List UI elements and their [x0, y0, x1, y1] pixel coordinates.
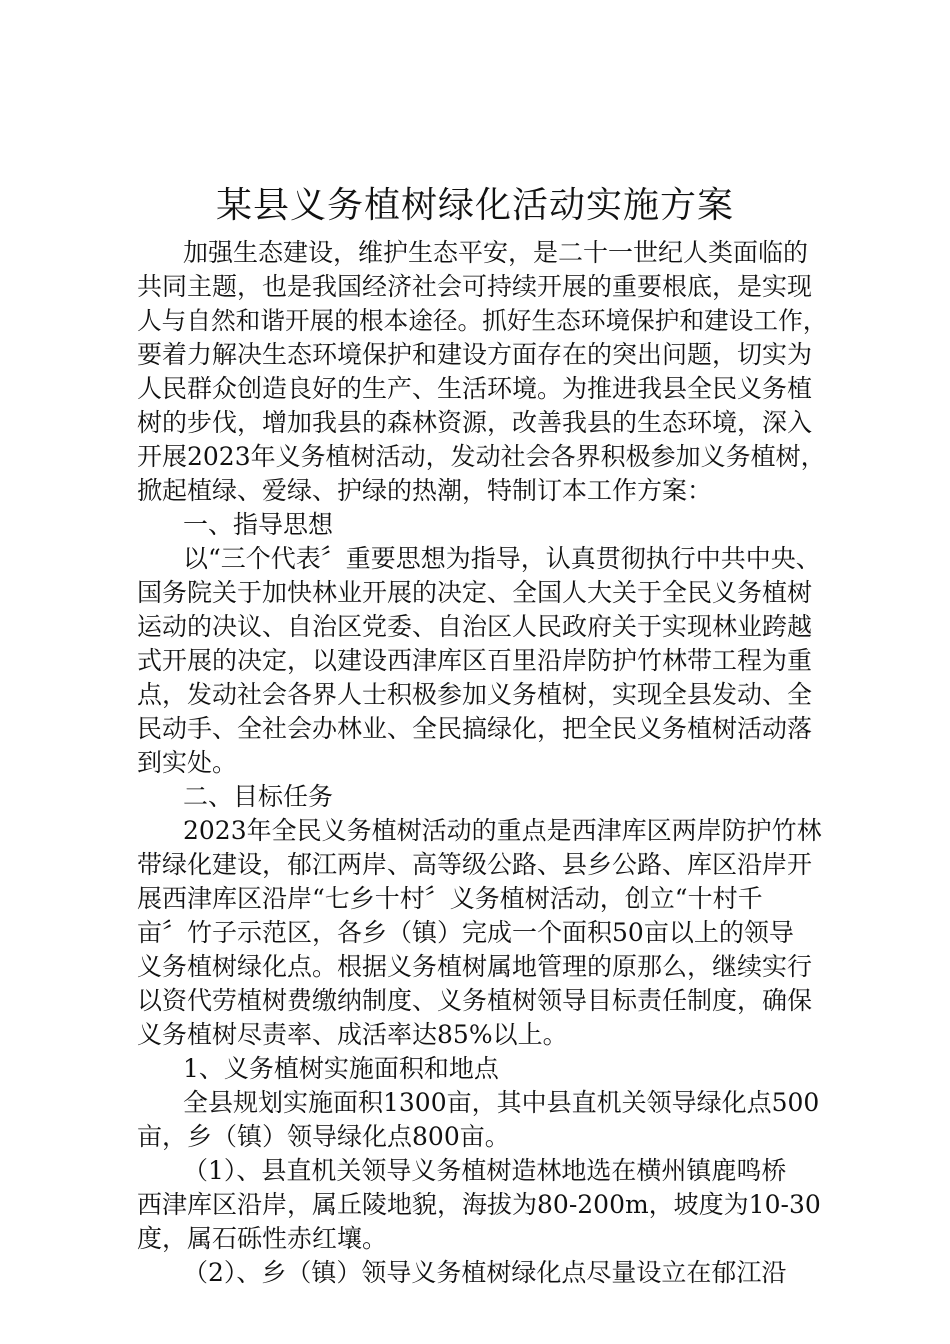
- text-line: 带绿化建设，郁江两岸、高等级公路、县乡公路、库区沿岸开: [137, 850, 813, 879]
- text-line: 运动的决议、自治区党委、自治区人民政府关于实现林业跨越: [137, 612, 813, 641]
- text-line: 式开展的决定，以建设西津库区百里沿岸防护竹林带工程为重: [137, 646, 813, 675]
- text-line: 民动手、全社会办林业、全民搞绿化，把全民义务植树活动落: [137, 714, 813, 743]
- section-heading: 一、指导思想: [183, 510, 334, 539]
- text-line: （2）、乡（镇）领导义务植树绿化点尽量设立在郁江沿: [183, 1258, 787, 1287]
- text-line: 亩〞竹子示范区，各乡（镇）完成一个面积50亩以上的领导: [137, 918, 794, 947]
- text-line: 树的步伐，增加我县的森林资源，改善我县的生态环境，深入: [137, 408, 813, 437]
- text-line: 人与自然和谐开展的根本途径。抓好生态环境保护和建设工作，: [137, 306, 828, 335]
- text-line: 国务院关于加快林业开展的决定、全国人大关于全民义务植树: [137, 578, 813, 607]
- document-title: 某县义务植树绿化活动实施方案: [215, 185, 734, 226]
- text-line: 展西津库区沿岸“七乡十村〞义务植树活动，创立“十村千: [137, 884, 763, 913]
- text-line: 西津库区沿岸，属丘陵地貌，海拔为80-200m，坡度为10-30: [137, 1190, 821, 1219]
- text-line: 亩，乡（镇）领导绿化点800亩。: [137, 1122, 510, 1151]
- text-line: 以资代劳植树费缴纳制度、义务植树领导目标责任制度，确保: [137, 986, 813, 1015]
- text-line: 开展2023年义务植树活动，发动社会各界积极参加义务植树，: [137, 442, 826, 471]
- section-heading: 二、目标任务: [183, 782, 334, 811]
- text-line: （1）、县直机关领导义务植树造林地选在横州镇鹿鸣桥: [183, 1156, 787, 1185]
- subsection-heading: 1、义务植树实施面积和地点: [183, 1054, 499, 1083]
- text-line: 2023年全民义务植树活动的重点是西津库区两岸防护竹林: [183, 816, 822, 845]
- text-line: 义务植树绿化点。根据义务植树属地管理的原那么，继续实行: [137, 952, 813, 981]
- text-line: 共同主题，也是我国经济社会可持续开展的重要根底，是实现: [137, 272, 813, 301]
- text-line: 义务植树尽责率、成活率达85%以上。: [137, 1020, 568, 1049]
- text-line: 到实处。: [137, 748, 238, 777]
- text-line: 以“三个代表〞重要思想为指导，认真贯彻执行中共中央、: [183, 544, 821, 573]
- text-line: 要着力解决生态环境保护和建设方面存在的突出问题，切实为: [137, 340, 813, 369]
- text-line: 加强生态建设，维护生态平安，是二十一世纪人类面临的: [183, 238, 809, 267]
- text-line: 度，属石砾性赤红壤。: [137, 1224, 388, 1253]
- text-line: 人民群众创造良好的生产、生活环境。为推进我县全民义务植: [137, 374, 813, 403]
- text-line: 全县规划实施面积1300亩，其中县直机关领导绿化点500: [183, 1088, 820, 1117]
- text-line: 掀起植绿、爱绿、护绿的热潮，特制订本工作方案：: [137, 476, 713, 505]
- text-line: 点，发动社会各界人士积极参加义务植树，实现全县发动、全: [137, 680, 813, 709]
